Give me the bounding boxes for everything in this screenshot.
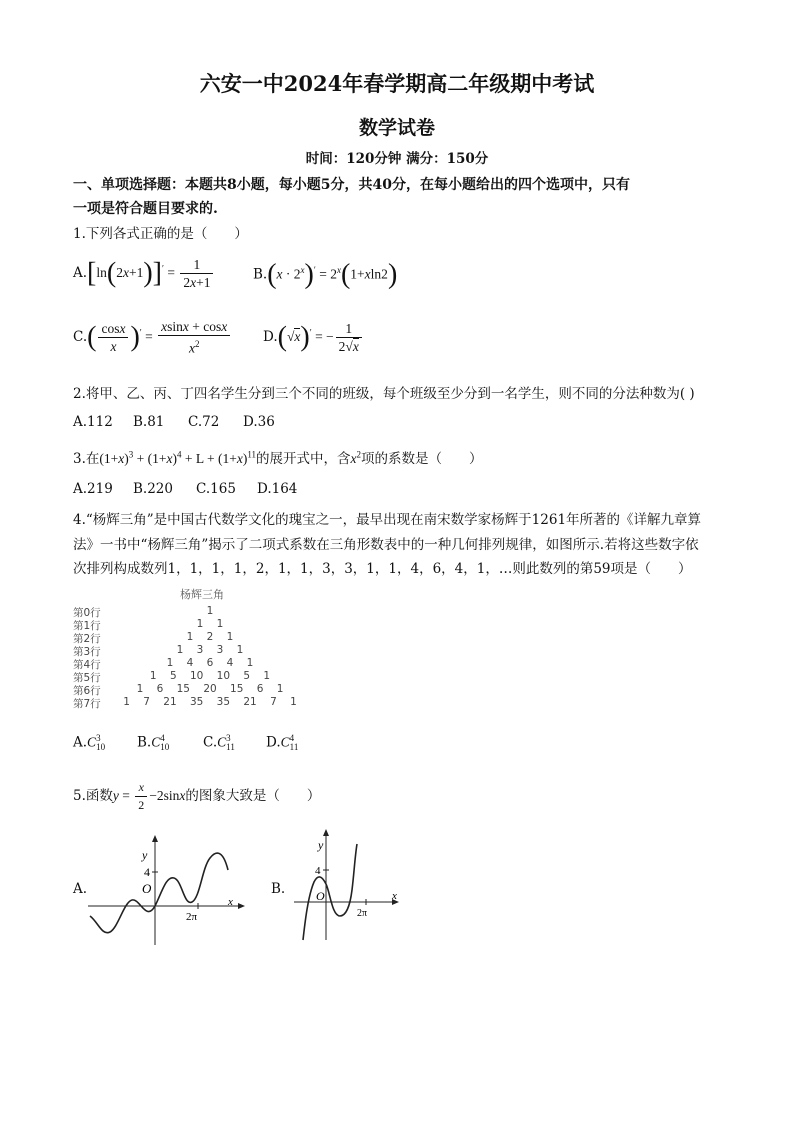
y-tick-label: 4 <box>144 865 150 879</box>
q3-stem: 3.在$(1+x)^3 + (1+x)^4 + L + (1+x)^{11}$的展开式中，含$x^2$项的系数是（ ） <box>73 449 483 467</box>
q3-option-c: C.165 <box>196 481 236 497</box>
q4-option-b: B.C 4 10 <box>137 733 170 752</box>
q5-option-a-label: A. <box>73 881 88 897</box>
q1-b-label: B. <box>253 266 268 283</box>
y-label: y <box>142 848 148 862</box>
q1-a-label: A. <box>73 265 88 281</box>
exam-title: 六安一中2024年春学期高二年级期中考试 <box>199 71 595 96</box>
q5-suffix: 的图象大致是（ ） <box>185 788 321 804</box>
q5-prefix: 5.函数 <box>73 788 113 804</box>
curve-a <box>90 853 228 933</box>
q3-suffix: 的展开式中，含 <box>256 451 351 467</box>
section-heading-line2: 一项是符合题目要求的. <box>73 201 218 217</box>
q3-suffix2: 项的系数是（ ） <box>361 451 483 467</box>
section-heading-line1: 一、单项选择题：本题共8小题，每小题5分，共40分，在每小题给出的四个选项中，只有 <box>73 177 630 193</box>
x-axis-arrow <box>238 903 245 909</box>
x-label: x <box>228 896 233 908</box>
q3-option-b: B.220 <box>133 481 173 497</box>
q2-option-d: D.36 <box>243 414 275 430</box>
q1-option-d: D.(√x)′ = − $\frac{1}{2√x}$ <box>263 320 364 355</box>
q4-line3: 次排列构成数列1，1，1，1，2，1，1，3，3，1，1，4，6，4，1，…则此数列的第59项是（ ） <box>73 561 692 577</box>
q4-option-d: D.C 4 11 <box>266 733 299 752</box>
q5-stem: 5.函数y = $\frac{x}{2}$ −2sinx的图象大致是（ ） <box>73 780 321 812</box>
figure-caption: 杨辉三角 <box>180 588 224 601</box>
q2-option-a: A.112 <box>73 414 113 430</box>
x-tick-label: 2π <box>186 911 198 923</box>
q1-c-label: C. <box>73 328 88 345</box>
y-axis-arrow <box>323 829 329 836</box>
curve-b <box>303 844 357 940</box>
q1-option-b: $B.(x \cdot 2^x)' = 2^x(1+xln2)$ <box>253 259 398 290</box>
q1-option-c: C.( $\frac{\cos x}{x}$ )′ = $\frac{xsinx + \cos x}{x^2}$ <box>73 318 232 357</box>
q1-d-label: D. <box>263 329 278 345</box>
q2-stem: 2.将甲、乙、丙、丁四名学生分到三个不同的班级，每个班级至少分到一名学生，则不同的分法种数为( ) <box>73 386 695 402</box>
y-tick-label: 4 <box>315 865 321 877</box>
q4-option-c: C.C 3 11 <box>203 733 235 752</box>
exam-subtitle: 数学试卷 <box>358 117 435 139</box>
q2-option-c: C.72 <box>188 414 220 430</box>
q4-line1: 4.“杨辉三角”是中国古代数学文化的瑰宝之一，最早出现在南宋数学家杨辉于1261年所著的《详解九章算 <box>73 512 702 528</box>
q5-option-b-label: B. <box>271 881 286 897</box>
origin-label: O <box>316 889 325 903</box>
q3-prefix: 3.在 <box>73 451 100 467</box>
q4-line2: 法》一书中“杨辉三角”揭示了二项式系数在三角形数表中的一种几何排列规律，如图所示.若将这些数字依 <box>73 537 699 553</box>
origin-label: O <box>142 881 152 896</box>
q5-graph-b <box>288 826 406 944</box>
q2-option-b: B.81 <box>133 414 165 430</box>
q1-option-a: A.[ln(2x+1)]′ = $\frac{1}{2x+1}$ <box>73 256 215 291</box>
yanghui-triangle-figure: 杨辉三角 第0行 1 第1行 1 1 第2行 1 2 1 第3行 1 3 3 1 第4行 1 4 6 4 1 第5行 1 5 10 10 5 1 第6行 1 6 15 20 15 6 1 第7行 1 7 21 35 35 21 7 1 <box>73 588 297 710</box>
exam-meta: 时间：120分钟 满分：150分 <box>305 151 489 167</box>
y-label: y <box>318 838 324 852</box>
q5-graph-a <box>88 830 248 948</box>
q3-option-d: D.164 <box>257 481 298 497</box>
x-label: x <box>392 890 397 902</box>
y-axis-arrow <box>152 835 158 842</box>
q1-stem: 1.下列各式正确的是（ ） <box>73 226 248 242</box>
q4-option-a: A.C 3 10 <box>73 733 106 752</box>
q3-option-a: A.219 <box>73 481 113 497</box>
x-tick-label: 2π <box>357 908 368 919</box>
